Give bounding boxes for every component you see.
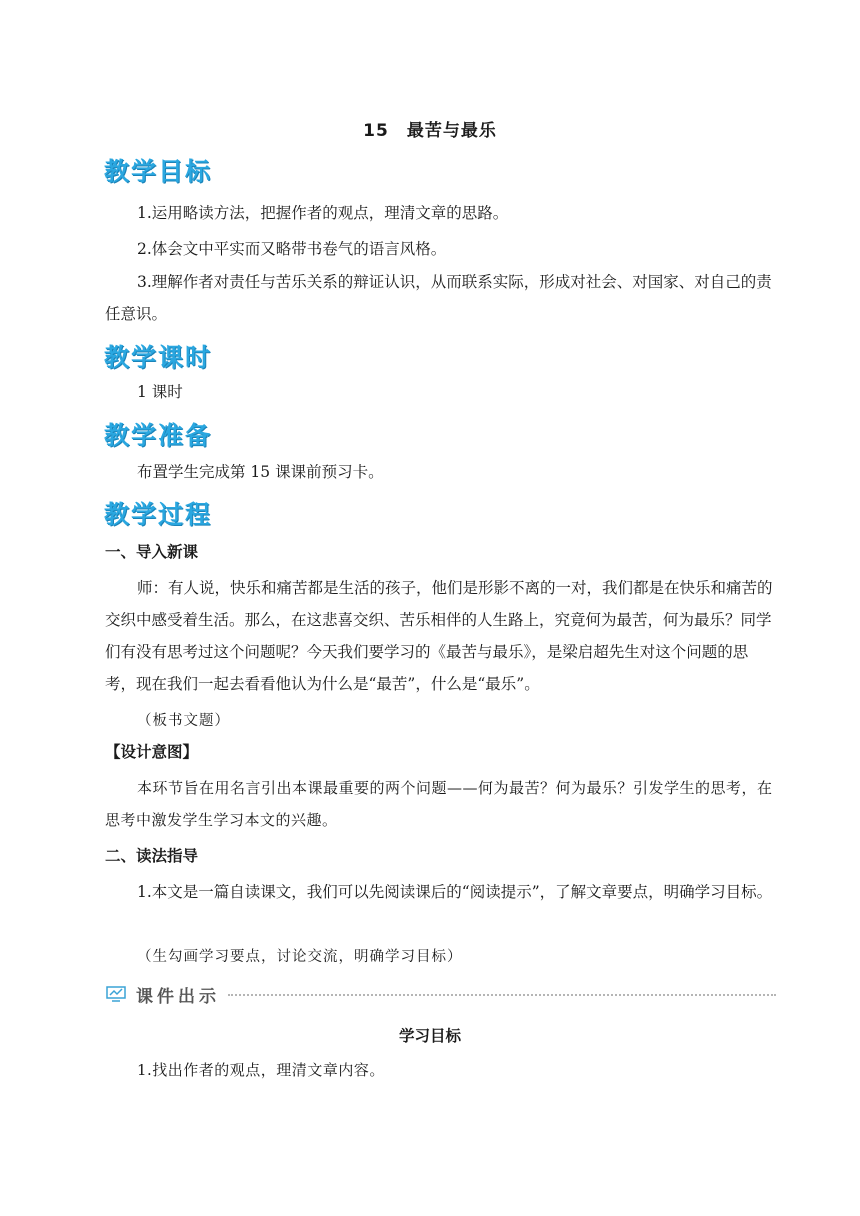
- part2-heading: 二、读法指导: [105, 847, 199, 865]
- section-heading-prep: 教学准备: [104, 421, 213, 450]
- courseware-title: 学习目标: [398, 1027, 461, 1045]
- prep-text: 布置学生完成第 15 课课前预习卡。: [137, 463, 384, 481]
- hours-text: 1 课时: [137, 383, 183, 401]
- part1-text: 师：有人说，快乐和痛苦都是生活的孩子，他们是形影不离的一对，我们都是在快乐和痛苦的交织中感受着生活。那么，在这悲喜交织、苦乐相伴的人生路上，究竟何为最苦，何为最乐？同学们有没有思考过这个问题呢？今天我们要学习的《最苦与最乐》，是梁启超先生对这个问题的思考，现在我们一起去看看他认为什么是“最苦”，什么是“最乐”。: [105, 579, 773, 693]
- section-heading-goals: 教学目标: [104, 157, 213, 186]
- goal-item-2: 2.体会文中平实而又略带书卷气的语言风格。: [137, 240, 447, 258]
- section-heading-hours: 教学课时: [104, 343, 213, 372]
- courseware-label: 课件出示: [136, 987, 220, 1007]
- page-title: 15 最苦与最乐: [363, 121, 497, 141]
- section-heading-process: 教学过程: [104, 500, 213, 529]
- part2-text: 1.本文是一篇自读课文，我们可以先阅读课后的“阅读提示”，了解文章要点，明确学习目标。: [137, 883, 773, 901]
- dotted-divider: [228, 994, 776, 996]
- part2-note: （生勾画学习要点，讨论交流，明确学习目标）: [137, 949, 463, 965]
- goal-item-1: 1.运用略读方法，把握作者的观点，理清文章的思路。: [137, 204, 509, 222]
- design-intent-text: 本环节旨在用名言引出本课最重要的两个问题——何为最苦？何为最乐？引发学生的思考，在思考中激发学生学习本文的兴趣。: [105, 779, 773, 829]
- part1-note: （板书文题）: [137, 713, 230, 729]
- part1-heading: 一、导入新课: [105, 543, 199, 561]
- courseware-item-1: 1.找出作者的观点，理清文章内容。: [137, 1061, 385, 1079]
- presentation-icon: [106, 986, 126, 1002]
- courseware-banner: [106, 980, 776, 1010]
- goal-item-3: 3.理解作者对责任与苦乐关系的辩证认识，从而联系实际，形成对社会、对国家、对自己的责任意识。: [105, 273, 772, 323]
- design-intent-label: 【设计意图】: [105, 743, 199, 761]
